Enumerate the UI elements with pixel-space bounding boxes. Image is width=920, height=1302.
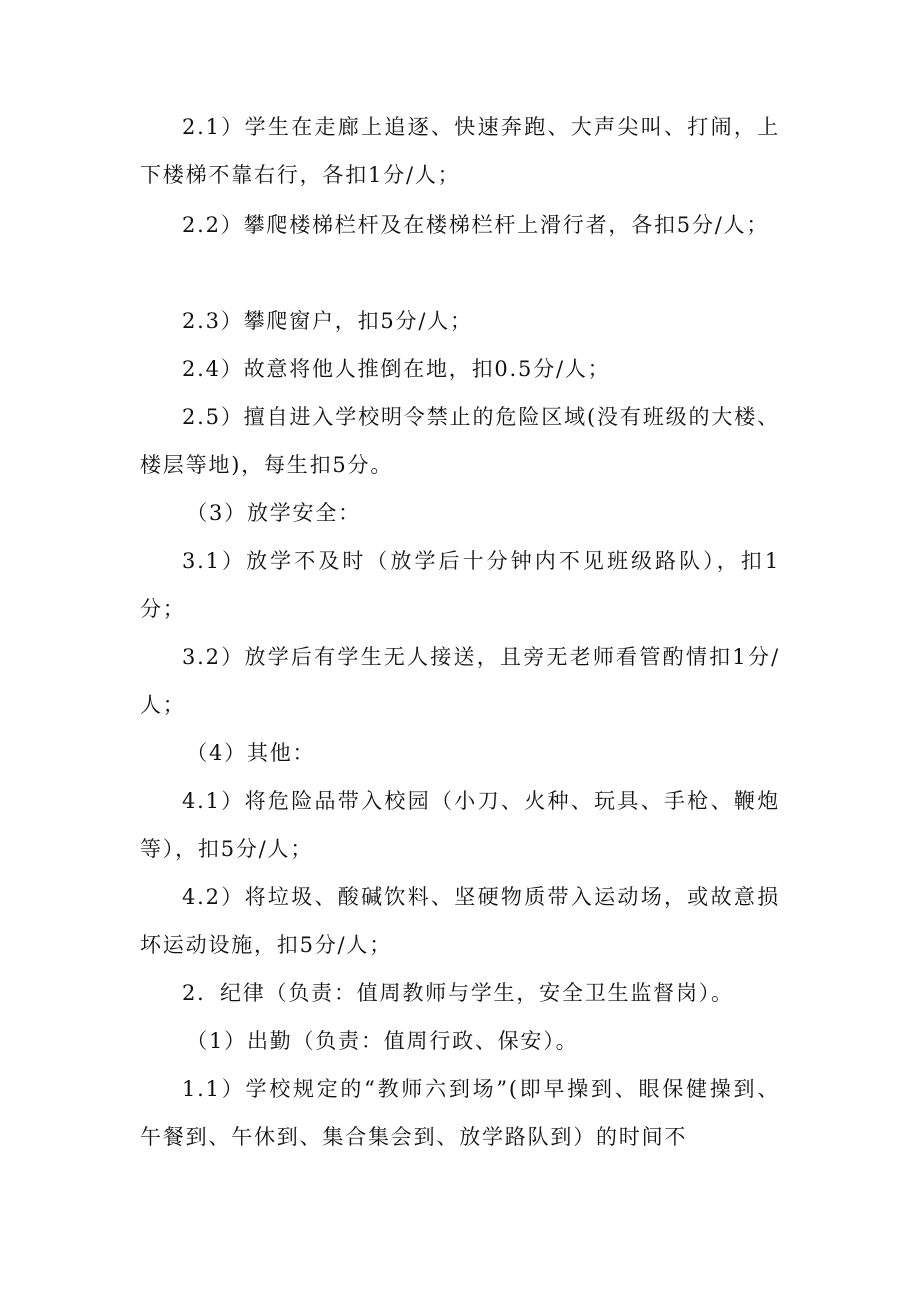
paragraph-3-2: 3.2）放学后有学生无人接送，且旁无老师看管酌情扣1分/人； [140,645,780,717]
section-heading-4: （4）其他： [186,741,316,765]
paragraph-4-1: 4.1）将危险品带入校园（小刀、火种、玩具、手枪、鞭炮等），扣5分/人； [140,789,780,861]
paragraph-2-1: 2.1）学生在走廊上追逐、快速奔跑、大声尖叫、打闹，上下楼梯不靠右行，各扣1分/人； [140,115,780,187]
paragraph-2-4: 2.4）故意将他人推倒在地，扣0.5分/人； [182,357,611,381]
paragraph-2-3: 2.3）攀爬窗户，扣5分/人； [182,309,473,333]
paragraph-1-1: 1.1）学校规定的“教师六到场”(即早操到、眼保健操到、午餐到、午休到、集合集会到、放学路队到）的时间不 [140,1077,780,1149]
section-heading-3: （3）放学安全： [186,501,361,525]
paragraph-3-1: 3.1）放学不及时（放学后十分钟内不见班级路队），扣1分； [140,549,780,621]
paragraph-2-5: 2.5）擅自进入学校明令禁止的危险区域(没有班级的大楼、楼层等地)，每生扣5分。 [140,405,780,477]
paragraph-4-2: 4.2）将垃圾、酸碱饮料、坚硬物质带入运动场，或故意损坏运动设施，扣5分/人； [140,885,780,957]
section-heading-attendance: （1）出勤（负责：值周行政、保安）。 [186,1029,579,1053]
section-heading-discipline: 2．纪律（负责：值周教师与学生，安全卫生监督岗）。 [182,981,734,1005]
paragraph-2-2: 2.2）攀爬楼梯栏杆及在楼梯栏杆上滑行者，各扣5分/人； [182,213,770,237]
